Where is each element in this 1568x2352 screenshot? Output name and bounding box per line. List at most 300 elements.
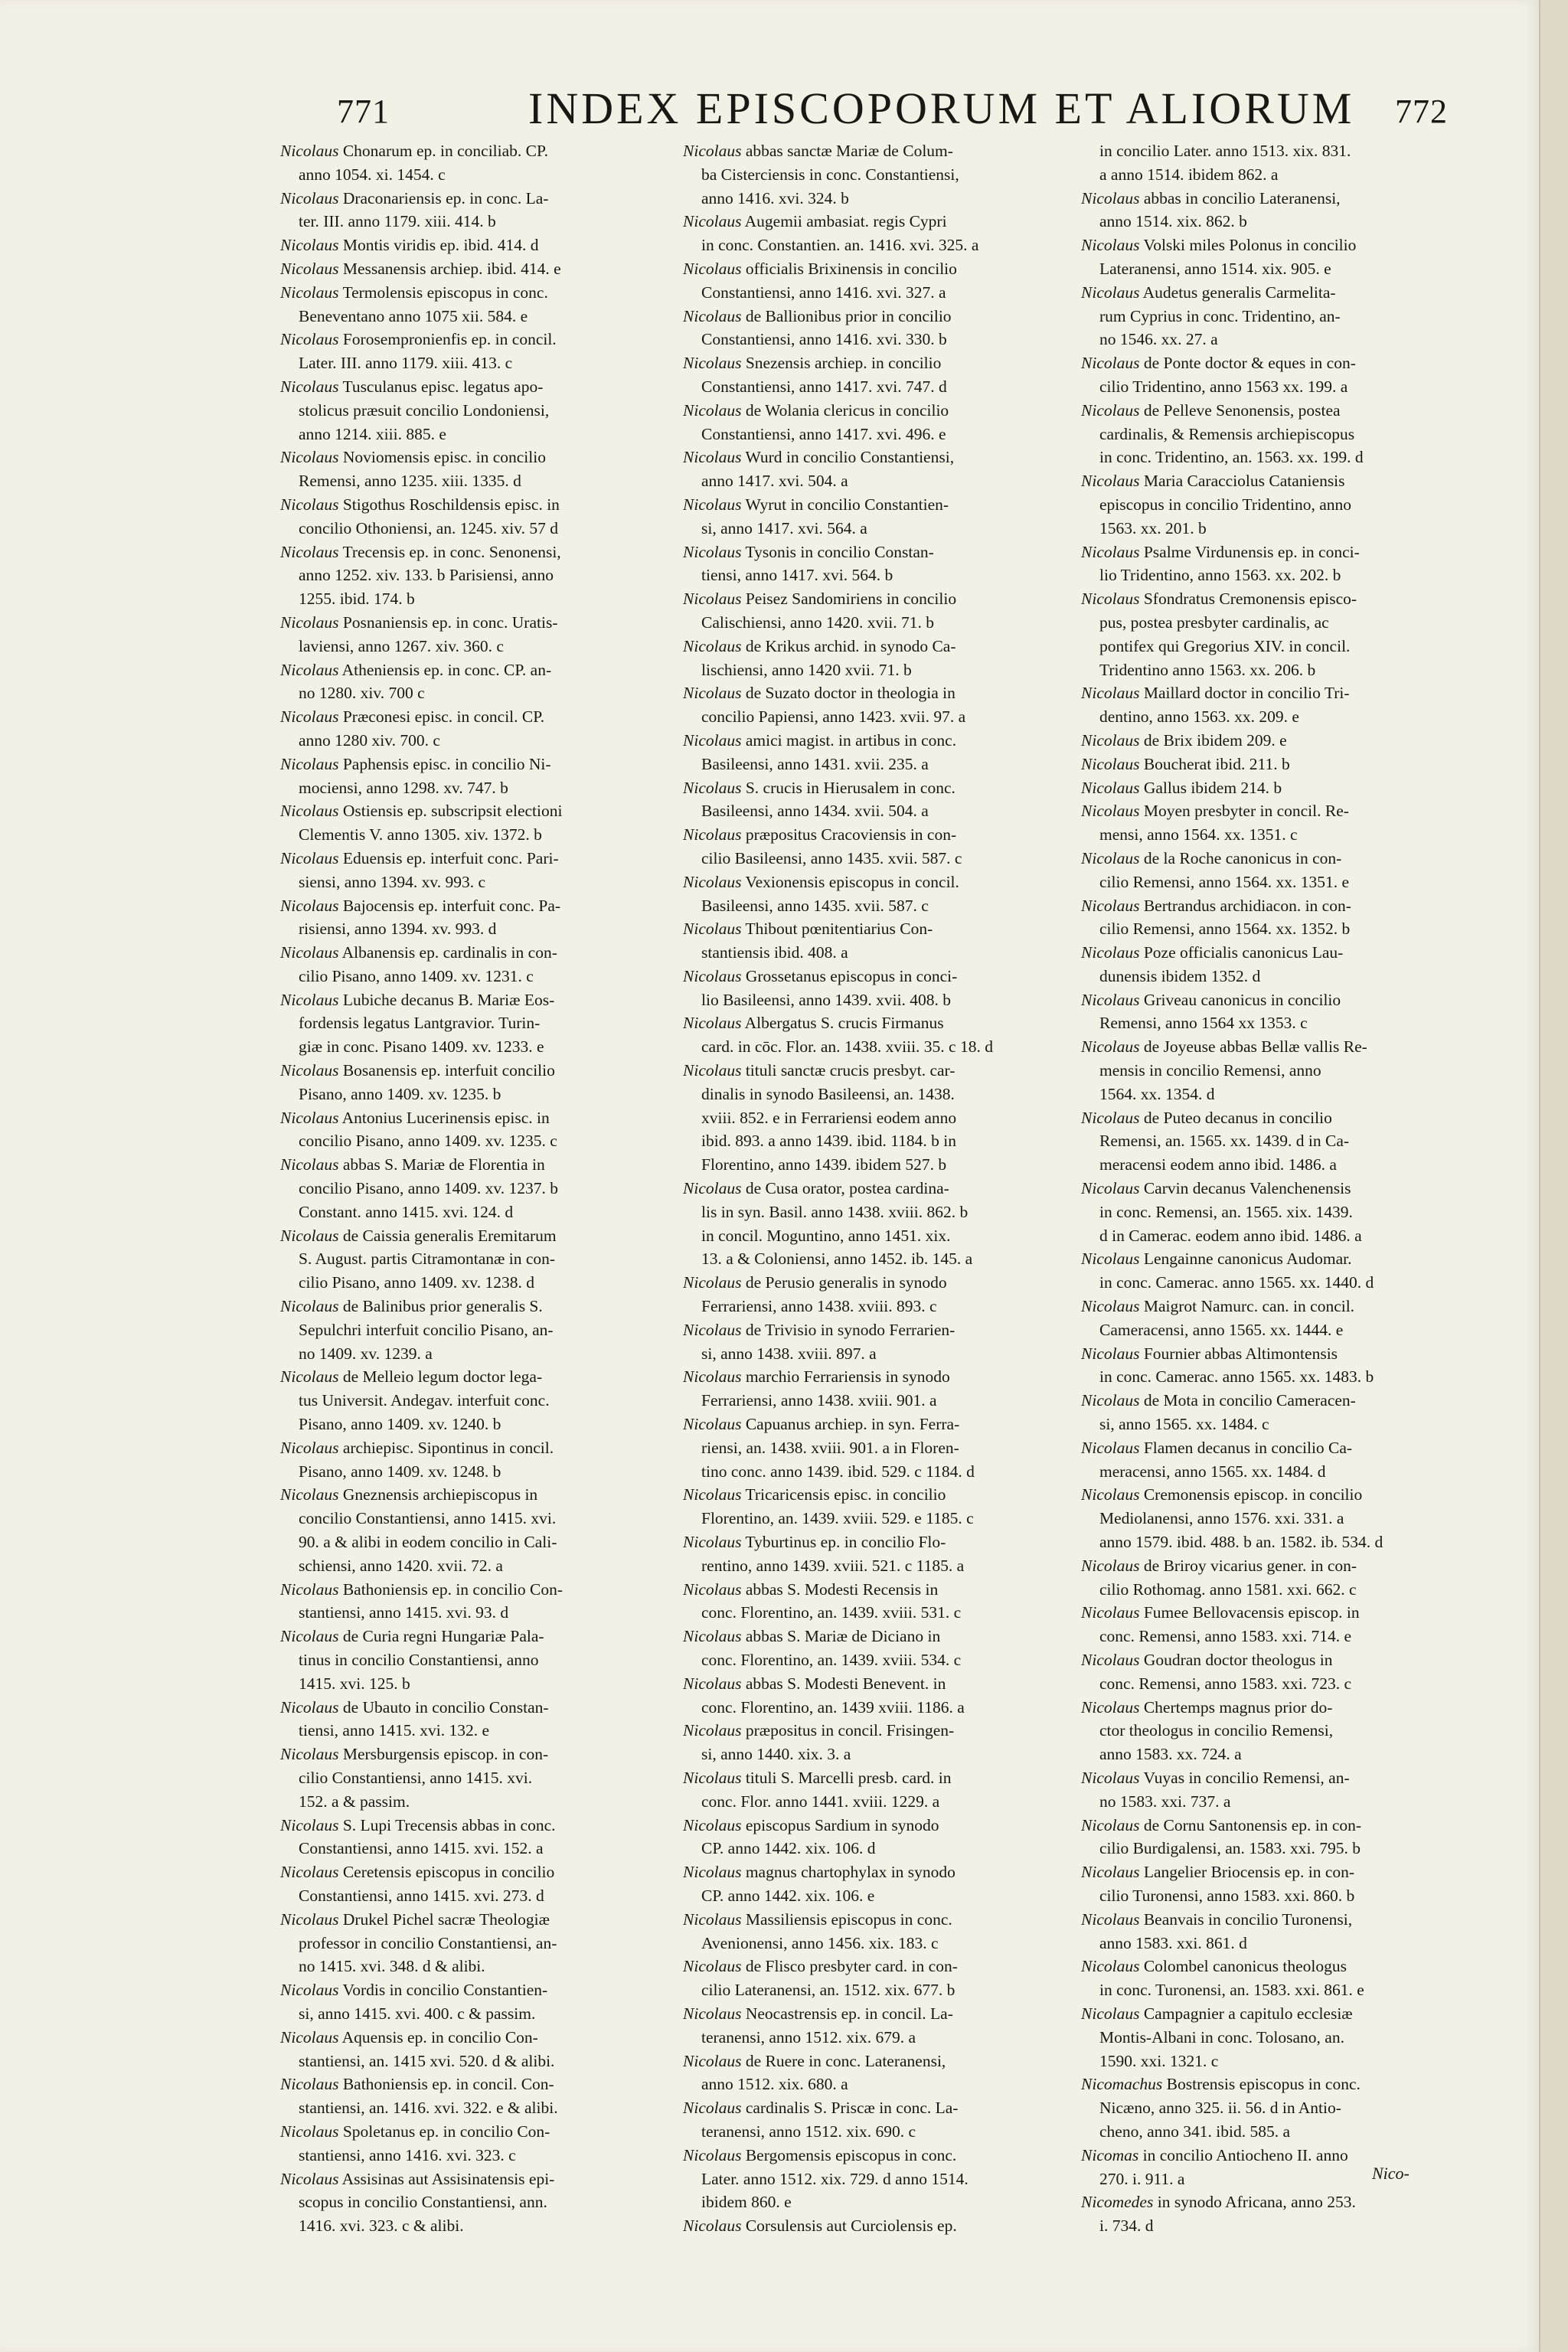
index-entry — [1081, 139, 1479, 187]
index-entry — [280, 1153, 663, 1223]
entry-headword: Nicolaus — [280, 1745, 339, 1764]
entry-text: Boucherat ibid. 211. b — [1139, 754, 1290, 773]
entry-headword: Nicolaus — [1081, 754, 1140, 773]
entry-text: Ostiensis ep. subscripsit electioni Clementis V. anno 1305. xiv. 1372. b — [299, 802, 563, 844]
entry-text: de Ballionibus prior in concilio Constantiensi, anno 1416. xvi. 330. b — [701, 306, 952, 349]
entry-text: abbas S. Mariæ de Diciano in conc. Florentino, an. 1439. xviii. 534. c — [701, 1627, 962, 1669]
index-entry — [1081, 894, 1479, 942]
entry-headword: Nicolaus — [683, 778, 742, 797]
entry-headword: Nicolaus — [683, 2145, 742, 2164]
entry-text: Vexionensis episcopus in concil. Basileensi, anno 1435. xvii. 587. c — [701, 872, 959, 915]
index-entry — [683, 1766, 1066, 1814]
entry-headword: Nicolaus — [280, 896, 339, 915]
index-entry — [683, 871, 1066, 918]
entry-text: Corsulensis aut Curciolensis ep. — [741, 2216, 957, 2236]
index-entry — [280, 2026, 663, 2073]
entry-text: Præconesi episc. in concil. CP. anno 1280 xiv. 700. c — [299, 707, 545, 750]
entry-headword: Nicolaus — [280, 142, 339, 160]
index-entry — [683, 1578, 1066, 1625]
entry-headword: Nicolaus — [280, 754, 339, 773]
entry-text: Psalme Virdunensis ep. in conci- lio Tridentino, anno 1563. xx. 202. b — [1099, 542, 1360, 585]
entry-headword: Nicolaus — [1081, 1556, 1140, 1575]
entry-text: officialis Brixinensis in concilio Constantiensi, anno 1416. xvi. 327. a — [701, 259, 957, 302]
entry-headword: Nicolaus — [683, 684, 742, 703]
entry-text: Montis viridis ep. ibid. 414. d — [338, 236, 539, 255]
index-entry — [1081, 1106, 1479, 1177]
entry-text: Bostrensis episcopus in conc. Nicæno, anno 325. ii. 56. d in Antio- cheno, anno 341. ibid. 585. a — [1099, 2075, 1361, 2141]
entry-headword: Nicolaus — [683, 1533, 742, 1552]
entry-headword: Nicolaus — [1081, 1179, 1140, 1198]
entry-text: Forosempronienfis ep. in concil. Later. III. anno 1179. xiii. 413. c — [299, 330, 557, 373]
entry-text: Gneznensis archiepiscopus in concilio Constantiensi, anno 1415. xvi. 90. a & alibi in eodem concilio in Cali- schiensi, anno 1420. xvii. 72. a — [299, 1485, 557, 1575]
entry-text: de Puteo decanus in concilio Remensi, an. 1565. xx. 1439. d in Ca- meracensi eodem anno ibid. 1486. a — [1099, 1108, 1350, 1174]
entry-text: Carvin decanus Valenchenensis in conc. Remensi, an. 1565. xix. 1439. d in Camerac. eodem anno ibid. 1486. a — [1099, 1179, 1362, 1245]
entry-headword: Nicolaus — [683, 1061, 742, 1080]
entry-headword: Nicolaus — [683, 1273, 742, 1292]
entry-headword: Nicolaus — [683, 825, 742, 844]
index-entry — [683, 446, 1066, 493]
entry-headword: Nicolaus — [280, 495, 339, 514]
entry-text: Maigrot Namurc. can. in concil. Cameracensi, anno 1565. xx. 1444. e — [1099, 1297, 1355, 1339]
entry-headword: Nicolaus — [1081, 2004, 1140, 2023]
entry-text: S. Lupi Trecensis abbas in conc. Constantiensi, anno 1415. xvi. 152. a — [299, 1815, 556, 1858]
entry-headword: Nicolaus — [683, 1627, 742, 1646]
index-entry — [280, 2120, 663, 2167]
entry-text: Thibout pœnitentiarius Con- stantiensis ibid. 408. a — [701, 920, 933, 962]
index-entry — [280, 941, 663, 988]
entry-text: Ceretensis episcopus in concilio Constantiensi, anno 1415. xvi. 273. d — [299, 1863, 555, 1905]
entry-headword: Nicolaus — [683, 1768, 742, 1787]
index-entry — [280, 446, 663, 493]
entry-headword: Nicolaus — [280, 2027, 339, 2047]
index-entry — [280, 1365, 663, 1436]
index-entry — [1081, 988, 1479, 1036]
index-entry — [683, 305, 1066, 352]
index-entry — [1081, 941, 1479, 988]
index-entry — [280, 234, 663, 257]
index-entry — [280, 2167, 663, 2238]
entry-headword: Nicolaus — [280, 943, 339, 962]
index-entry — [280, 1436, 663, 1484]
entry-text: Posnaniensis ep. in conc. Uratis- laviensi, anno 1267. xiv. 360. c — [299, 612, 558, 655]
entry-headword: Nicolaus — [280, 1815, 339, 1834]
index-entry — [1081, 1860, 1479, 1908]
index-entry — [280, 375, 663, 446]
index-entry — [1081, 1436, 1479, 1484]
entry-text: Albergatus S. crucis Firmanus card. in cōc. Flor. an. 1438. xviii. 35. c 18. d — [701, 1014, 993, 1057]
index-entry — [1081, 1247, 1479, 1295]
entry-headword: Nicolaus — [1081, 990, 1140, 1009]
index-entry — [280, 1483, 663, 1577]
entry-text: de Flisco presbyter card. in con- cilio Lateranensi, an. 1512. xix. 677. b — [701, 1957, 958, 2000]
entry-headword: Nicolaus — [280, 1697, 339, 1717]
entry-headword: Nicolaus — [1081, 1250, 1140, 1269]
entry-headword: Nicolaus — [1081, 188, 1140, 207]
right-page-number: 772 — [1395, 93, 1448, 130]
index-entry — [280, 139, 663, 187]
index-column-3 — [1081, 139, 1479, 2238]
index-entry — [1081, 1483, 1479, 1553]
entry-headword: Nicolaus — [280, 1367, 339, 1387]
entry-text: Bertrandus archidiacon. in con- cilio Remensi, anno 1564. xx. 1352. b — [1099, 896, 1351, 939]
entry-text: Lengainne canonicus Audomar. in conc. Camerac. anno 1565. xx. 1440. d — [1099, 1250, 1374, 1292]
entry-text: Vordis in concilio Constantien- si, anno 1415. xvi. 400. c & passim. — [299, 1981, 548, 2023]
index-entry — [280, 658, 663, 706]
entry-headword: Nicolaus — [1081, 778, 1140, 797]
entry-text: Assisinas aut Assisinatensis epi- scopus in concilio Constantiensi, ann. 1416. xvi. 323. c & alibi. — [299, 2169, 555, 2236]
index-entry — [1081, 187, 1479, 234]
entry-headword: Nicolaus — [1081, 802, 1140, 821]
index-entry — [683, 1413, 1066, 1483]
index-entry — [1081, 1295, 1479, 1342]
entry-text: præpositus Cracoviensis in con- cilio Basileensi, anno 1435. xvii. 587. c — [701, 825, 962, 867]
entry-text: Poze officialis canonicus Lau- dunensis ibidem 1352. d — [1099, 943, 1344, 985]
entry-text: archiepisc. Sipontinus in concil. Pisano, anno 1409. xv. 1248. b — [299, 1438, 554, 1481]
index-entry — [280, 1625, 663, 1695]
entry-headword: Nicolaus — [1081, 896, 1140, 915]
entry-headword: Nicolaus — [280, 1438, 339, 1457]
entry-headword: Nicolaus — [1081, 400, 1140, 420]
entry-headword: Nicolaus — [280, 1863, 339, 1882]
index-entry — [683, 776, 1066, 824]
entry-headword: Nicolaus — [280, 612, 339, 632]
entry-text: in concilio Antiocheno II. anno 270. i. 911. a — [1099, 2145, 1348, 2188]
entry-text: Tricaricensis episc. in concilio Florentino, an. 1439. xviii. 529. e 1185. c — [701, 1485, 974, 1528]
entry-text: Trecensis ep. in conc. Senonensi, anno 1252. xiv. 133. b Parisiensi, anno 1255. ibid. 174. b — [299, 542, 561, 609]
entry-headword: Nicolaus — [1081, 1768, 1140, 1787]
entry-text: Grossetanus episcopus in conci- lio Basileensi, anno 1439. xvii. 408. b — [701, 966, 958, 1009]
entry-text: Bathoniensis ep. in concil. Con- stantiensi, an. 1416. xvi. 322. e & alibi. — [299, 2075, 558, 2118]
entry-text: tituli S. Marcelli presb. card. in conc. Flor. anno 1441. xviii. 1229. a — [701, 1768, 952, 1811]
index-entry — [683, 965, 1066, 1012]
index-entry — [280, 1106, 663, 1154]
index-entry — [1081, 587, 1479, 681]
index-entry — [1081, 399, 1479, 469]
entry-text: abbas S. Modesti Recensis in conc. Florentino, an. 1439. xviii. 531. c — [701, 1579, 962, 1622]
entry-text: Aquensis ep. in concilio Con- stantiensi, an. 1415 xvi. 520. d & alibi. — [299, 2027, 555, 2070]
entry-text: episcopus Sardium in synodo CP. anno 1442. xix. 106. d — [701, 1815, 939, 1858]
entry-headword: Nicolaus — [683, 212, 742, 231]
index-entry — [683, 1814, 1066, 1861]
entry-text: Eduensis ep. interfuit conc. Pari- siensi, anno 1394. xv. 993. c — [299, 848, 559, 891]
entry-headword: Nicolaus — [280, 330, 339, 349]
entry-headword: Nicolaus — [683, 1179, 742, 1198]
index-entry — [280, 1224, 663, 1295]
index-entry — [280, 894, 663, 942]
entry-headword: Nicolaus — [1081, 730, 1140, 750]
index-entry — [280, 1743, 663, 1813]
entry-headword: Nicolaus — [683, 872, 742, 891]
index-entry — [683, 681, 1066, 729]
entry-text: Messanensis archiep. ibid. 414. e — [338, 259, 561, 278]
entry-text: S. crucis in Hierusalem in conc. Basileensi, anno 1434. xvii. 504. a — [701, 778, 956, 821]
entry-headword: Nicolaus — [683, 1909, 742, 1929]
entry-headword: Nicolaus — [683, 1014, 742, 1033]
catchword: Nico- — [1372, 2164, 1410, 2183]
entry-text: Beanvais in concilio Turonensi, anno 1583. xxi. 861. d — [1099, 1909, 1353, 1952]
entry-headword: Nicolaus — [683, 400, 742, 420]
running-title: INDEX EPISCOPORUM ET ALIORUM — [528, 83, 1355, 133]
index-entry — [1081, 1554, 1479, 1602]
entry-text: Maria Caracciolus Cataniensis episcopus in concilio Tridentino, anno 1563. xx. 201. b — [1099, 472, 1352, 537]
entry-text: Stigothus Roschildensis episc. in concilio Othoniensi, an. 1245. xiv. 57 d — [299, 495, 560, 537]
entry-headword: Nicolaus — [1081, 1485, 1140, 1504]
entry-text: Draconariensis ep. in conc. La- ter. III. anno 1179. xiii. 414. b — [299, 188, 549, 231]
entry-text: Wurd in concilio Constantiensi, anno 1417. xvi. 504. a — [701, 448, 955, 491]
entry-text: Maillard doctor in concilio Tri- dentino, anno 1563. xx. 209. e — [1099, 684, 1350, 727]
entry-headword: Nicolaus — [1081, 1037, 1140, 1057]
entry-text: de Briroy vicarius gener. in con- cilio Rothomag. anno 1581. xxi. 662. c — [1099, 1556, 1357, 1599]
entry-headword: Nicolaus — [280, 2169, 339, 2188]
index-entry — [683, 1059, 1066, 1177]
index-entry — [1081, 1814, 1479, 1861]
entry-text: Bergomensis episcopus in conc. Later. anno 1512. xix. 729. d anno 1514. ibidem 860. e — [701, 2145, 969, 2212]
entry-headword: Nicolaus — [280, 448, 339, 467]
entry-headword: Nicolaus — [280, 707, 339, 727]
index-entry — [683, 1177, 1066, 1271]
entry-text: de Wolania clericus in concilio Constantiensi, anno 1417. xvi. 496. e — [701, 400, 949, 443]
index-entry — [280, 753, 663, 800]
index-entry — [1081, 1342, 1479, 1390]
index-entry — [683, 1719, 1066, 1766]
index-entry — [683, 2050, 1066, 2097]
entry-text: Bathoniensis ep. in concilio Con- stantiensi, anno 1415. xvi. 93. d — [299, 1579, 564, 1622]
entry-headword: Nicolaus — [1081, 283, 1140, 302]
index-entry — [683, 1271, 1066, 1318]
entry-headword: Nicolaus — [683, 1320, 742, 1339]
entry-text: Moyen presbyter in concil. Re- mensi, anno 1564. xx. 1351. c — [1099, 802, 1349, 844]
index-entry — [1081, 541, 1479, 588]
entry-text: Albanensis ep. cardinalis in con- cilio Pisano, anno 1409. xv. 1231. c — [299, 943, 557, 985]
entry-text: de Perusio generalis in synodo Ferrariensi, anno 1438. xviii. 893. c — [701, 1273, 947, 1316]
entry-text: Snezensis archiep. in concilio Constantiensi, anno 1417. xvi. 747. d — [701, 354, 947, 396]
entry-text: de Krikus archid. in synodo Ca- lischiensi, anno 1420 xvii. 71. b — [701, 636, 956, 679]
index-entry — [1081, 2073, 1479, 2143]
index-entry — [683, 1625, 1066, 1672]
entry-headword: Nicolaus — [1081, 1815, 1140, 1834]
entry-headword: Nicolaus — [280, 1981, 339, 2000]
index-entry — [280, 257, 663, 281]
entry-text: in synodo Africana, anno 253. i. 734. d — [1099, 2193, 1356, 2236]
index-entry — [683, 635, 1066, 682]
index-entry — [683, 1672, 1066, 1720]
entry-text: de Suzato doctor in theologia in concilio Papiensi, anno 1423. xvii. 97. a — [701, 684, 966, 727]
entry-headword: Nicolaus — [280, 1108, 339, 1127]
index-entry — [280, 1978, 663, 2026]
index-entry — [683, 1483, 1066, 1530]
entry-text: Flamen decanus in concilio Ca- meracensi, anno 1565. xx. 1484. d — [1099, 1438, 1353, 1481]
entry-headword: Nicolaus — [683, 1957, 742, 1976]
entry-headword: Nicolaus — [683, 2004, 742, 2023]
entry-text: de Ubauto in concilio Constan- tiensi, anno 1415. xvi. 132. e — [299, 1697, 549, 1740]
entry-headword: Nicolaus — [1081, 1863, 1140, 1882]
index-column-2 — [683, 139, 1066, 2238]
entry-text: marchio Ferrariensis in synodo Ferrariensi, anno 1438. xviii. 901. a — [701, 1367, 950, 1410]
entry-text: præpositus in concil. Frisingen- si, anno 1440. xix. 3. a — [701, 1721, 955, 1764]
entry-text: Colombel canonicus theologus in conc. Turonensi, an. 1583. xxi. 861. e — [1099, 1957, 1364, 2000]
entry-headword: Nicolaus — [1081, 1697, 1140, 1717]
entry-text: de Ponte doctor & eques in con- cilio Tridentino, anno 1563 xx. 199. a — [1099, 354, 1356, 396]
entry-text: Wyrut in concilio Constantien- si, anno 1417. xvi. 564. a — [701, 495, 949, 537]
entry-headword: Nicolaus — [280, 2122, 339, 2141]
index-entry — [683, 587, 1066, 635]
entry-text: de Cusa orator, postea cardina- lis in syn. Basil. anno 1438. xviii. 862. b in concil. Moguntino, anno 1451. xix. 13. a & Coloniensi, anno 1452. ib. 145. a — [701, 1179, 973, 1269]
index-entry — [280, 1578, 663, 1625]
entry-headword: Nicolaus — [683, 1815, 742, 1834]
index-entry — [683, 210, 1066, 257]
entry-headword: Nicolaus — [280, 660, 339, 679]
entry-text: de Melleio legum doctor lega- tus Universit. Andegav. interfuit conc. Pisano, anno 1409. xv. 1240. b — [299, 1367, 550, 1434]
index-entry — [280, 2073, 663, 2120]
index-entry — [683, 2002, 1066, 2050]
entry-headword: Nicolaus — [683, 730, 742, 750]
entry-headword: Nicolaus — [683, 1485, 742, 1504]
entry-text: de Brix ibidem 209. e — [1139, 730, 1287, 750]
entry-headword: Nicolaus — [1081, 1603, 1140, 1622]
entry-headword: Nicolaus — [1081, 1438, 1140, 1457]
index-entry — [280, 1814, 663, 1861]
entry-text: de la Roche canonicus in con- cilio Remensi, anno 1564. xx. 1351. e — [1099, 848, 1350, 891]
entry-headword: Nicomas — [1081, 2145, 1139, 2164]
entry-headword: Nicolaus — [1081, 848, 1140, 867]
index-entry — [683, 541, 1066, 588]
index-entry — [1081, 351, 1479, 399]
entry-headword: Nicolaus — [280, 542, 339, 561]
entry-headword: Nicolaus — [683, 142, 742, 160]
entry-text: Bajocensis ep. interfuit conc. Pa- risiensi, anno 1394. xv. 993. d — [299, 896, 561, 939]
index-entry — [683, 2096, 1066, 2144]
entry-text: cardinalis S. Priscæ in conc. La- teranensi, anno 1512. xix. 690. c — [701, 2099, 959, 2141]
index-entry — [1081, 1696, 1479, 1766]
index-entry — [280, 988, 663, 1059]
entry-headword: Nicolaus — [683, 2051, 742, 2070]
adjacent-page-edge — [1539, 0, 1568, 2352]
entry-text: Spoletanus ep. in concilio Con- stantiensi, anno 1416. xvi. 323. c — [299, 2122, 550, 2164]
entry-headword: Nicolaus — [683, 1863, 742, 1882]
index-entry — [1081, 2002, 1479, 2073]
entry-headword: Nicolaus — [683, 448, 742, 467]
entry-headword: Nicolaus — [1081, 1957, 1140, 1976]
index-entry — [683, 2144, 1066, 2214]
entry-text: de Balinibus prior generalis S. Sepulchri interfuit concilio Pisano, an- no 1409. xv. 1239. a — [299, 1297, 554, 1363]
index-entry — [1081, 729, 1479, 753]
index-entry — [280, 1059, 663, 1106]
index-entry — [280, 611, 663, 658]
entry-text: Bosanensis ep. interfuit concilio Pisano, anno 1409. xv. 1235. b — [299, 1061, 555, 1103]
entry-text: Volski miles Polonus in concilio Lateranensi, anno 1514. xix. 905. e — [1099, 236, 1357, 278]
entry-text: magnus chartophylax in synodo CP. anno 1442. xix. 106. e — [701, 1863, 956, 1905]
entry-headword: Nicolaus — [1081, 1909, 1140, 1929]
entry-text: Gallus ibidem 214. b — [1139, 778, 1282, 797]
page-header — [0, 83, 1539, 144]
index-entry — [1081, 681, 1479, 729]
entry-headword: Nicolaus — [280, 848, 339, 867]
index-entry — [683, 1955, 1066, 2002]
index-entry — [1081, 2144, 1479, 2191]
entry-headword: Nicolaus — [280, 1297, 339, 1316]
entry-headword: Nicolaus — [1081, 354, 1140, 373]
entry-headword: Nicolaus — [280, 188, 339, 207]
entry-text: Cremonensis episcop. in concilio Mediolanensi, anno 1576. xxi. 331. a anno 1579. ibid. 488. b an. 1582. ib. 534. d — [1099, 1485, 1383, 1552]
entry-headword: Nicolaus — [683, 1367, 742, 1387]
index-entry — [683, 1908, 1066, 1955]
entry-headword: Nicolaus — [683, 1674, 742, 1693]
index-entry — [1081, 281, 1479, 351]
index-entry — [280, 799, 663, 847]
entry-headword: Nicolaus — [683, 1415, 742, 1434]
entry-headword: Nicolaus — [1081, 1344, 1140, 1363]
index-entry — [1081, 2190, 1479, 2238]
entry-headword: Nicolaus — [683, 354, 742, 373]
entry-text: de Ruere in conc. Lateranensi, anno 1512. xix. 680. a — [701, 2051, 946, 2094]
index-entry — [683, 1365, 1066, 1413]
index-entry — [280, 1295, 663, 1365]
index-entry — [1081, 1389, 1479, 1436]
entry-text: amici magist. in artibus in conc. Basileensi, anno 1431. xvii. 235. a — [701, 730, 957, 773]
entry-text: Noviomensis episc. in concilio Remensi, anno 1235. xiii. 1335. d — [299, 448, 546, 491]
entry-text: Fumee Bellovacensis episcop. in conc. Remensi, anno 1583. xxi. 714. e — [1099, 1603, 1360, 1646]
entry-text: Tyburtinus ep. in concilio Flo- rentino, anno 1439. xviii. 521. c 1185. a — [701, 1533, 965, 1575]
entry-headword: Nicolaus — [1081, 1651, 1140, 1669]
index-entry — [683, 351, 1066, 399]
entry-headword: Nicolaus — [1081, 472, 1140, 491]
entry-headword: Nicolaus — [683, 1721, 742, 1740]
index-entry — [683, 1860, 1066, 1908]
entry-headword: Nicolaus — [683, 636, 742, 655]
entry-text: Lubiche decanus B. Mariæ Eos- fordensis legatus Lantgravior. Turin- giæ in conc. Pisano 1409. xv. 1233. e — [299, 990, 555, 1057]
left-page-number: 771 — [337, 93, 390, 130]
entry-headword: Nicolaus — [683, 306, 742, 325]
entry-text: de Joyeuse abbas Bellæ vallis Re- mensis in concilio Remensi, anno 1564. xx. 1354. d — [1099, 1037, 1367, 1103]
entry-text: Griveau canonicus in concilio Remensi, anno 1564 xx 1353. c — [1099, 990, 1341, 1033]
index-entry — [280, 187, 663, 234]
entry-headword: Nicolaus — [280, 283, 339, 302]
entry-headword: Nicomedes — [1081, 2193, 1154, 2212]
index-entry — [280, 493, 663, 541]
entry-text: de Curia regni Hungariæ Pala- tinus in concilio Constantiensi, anno 1415. xvi. 125. b — [299, 1627, 544, 1693]
entry-text: de Caissia generalis Eremitarum S. August. partis Citramontanæ in con- cilio Pisano, anno 1409. xv. 1238. d — [299, 1226, 557, 1292]
entry-text: Antonius Lucerinensis episc. in concilio Pisano, anno 1409. xv. 1235. c — [299, 1108, 557, 1151]
entry-text: de Mota in concilio Cameracen- si, anno 1565. xx. 1484. c — [1099, 1391, 1356, 1434]
entry-headword: Nicomachus — [1081, 2075, 1163, 2094]
entry-text: Tusculanus episc. legatus apo- stolicus præsuit concilio Londoniensi, anno 1214. xiii. 885. e — [299, 377, 550, 443]
index-entry — [1081, 1035, 1479, 1106]
entry-headword: Nicolaus — [280, 1909, 339, 1929]
entry-headword: Nicolaus — [280, 802, 339, 821]
entry-text: Peisez Sandomiriens in concilio Calischiensi, anno 1420. xvii. 71. b — [701, 590, 957, 632]
entry-headword: Nicolaus — [280, 259, 339, 278]
index-entry — [280, 1908, 663, 1978]
index-entry — [280, 1696, 663, 1743]
index-entry — [1081, 1601, 1479, 1648]
entry-text: Audetus generalis Carmelita- rum Cyprius in conc. Tridentino, an- no 1546. xx. 27. a — [1099, 283, 1341, 349]
index-entry — [1081, 1766, 1479, 1814]
entry-headword: Nicolaus — [280, 1155, 339, 1174]
entry-headword: Nicolaus — [1081, 684, 1140, 703]
entry-headword: Nicolaus — [280, 377, 339, 396]
entry-text: in concilio Later. anno 1513. xix. 831. a anno 1514. ibidem 862. a — [1099, 142, 1351, 184]
entry-headword: Nicolaus — [1081, 236, 1140, 255]
entry-text: abbas sanctæ Mariæ de Colum- ba Cisterciensis in conc. Constantiensi, anno 1416. xvi. 324. b — [701, 142, 959, 207]
entry-text: Neocastrensis ep. in concil. La- teranensi, anno 1512. xix. 679. a — [701, 2004, 953, 2047]
index-entry — [683, 257, 1066, 305]
entry-text: de Cornu Santonensis ep. in con- cilio Burdigalensi, an. 1583. xxi. 795. b — [1099, 1815, 1362, 1858]
entry-text: Fournier abbas Altimontensis in conc. Camerac. anno 1565. xx. 1483. b — [1099, 1344, 1374, 1387]
entry-headword: Nicolaus — [280, 1627, 339, 1646]
entry-text: Tysonis in concilio Constan- tiensi, anno 1417. xvi. 564. b — [701, 542, 934, 585]
index-entry — [1081, 234, 1479, 281]
entry-headword: Nicolaus — [683, 590, 742, 609]
